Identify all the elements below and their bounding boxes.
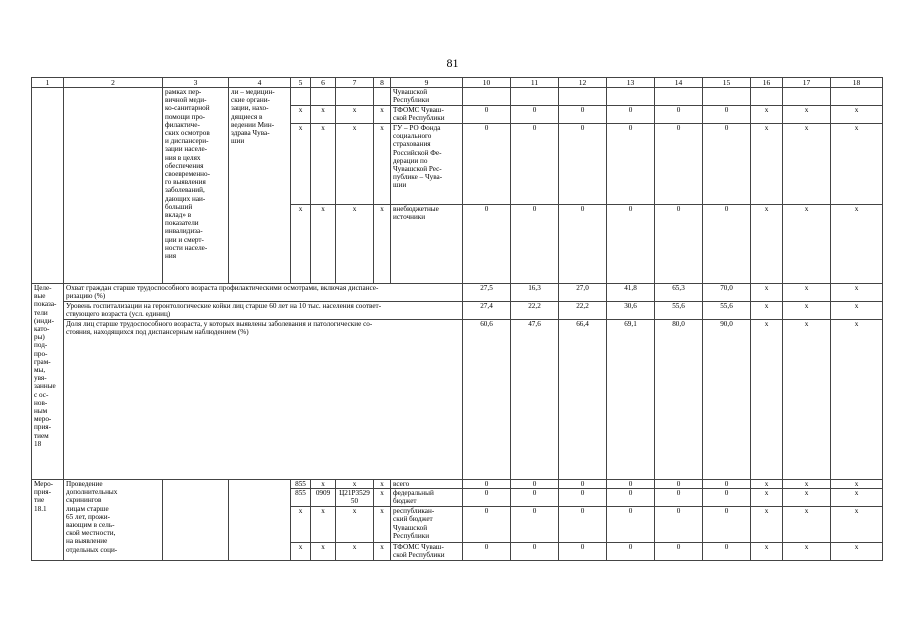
value-cell [463, 88, 511, 106]
indicator-row [32, 284, 883, 302]
header-cell: 8 [374, 78, 391, 88]
header-cell: 13 [607, 78, 655, 88]
value-cell: x [783, 507, 831, 543]
cell-vr: x [374, 106, 391, 124]
table-row [32, 88, 883, 106]
value-cell: 27,5 [463, 284, 511, 302]
value-cell [831, 88, 883, 106]
cell-grbs: 855 [291, 480, 311, 489]
cell-rzpr [311, 88, 336, 106]
value-cell: x [783, 106, 831, 124]
header-cell: 17 [783, 78, 831, 88]
value-cell: x [783, 489, 831, 507]
cell-csr: x [336, 106, 374, 124]
empty-cell [64, 88, 163, 284]
value-cell: 0 [607, 543, 655, 561]
cell-csr: x [336, 543, 374, 561]
value-cell: 0 [655, 106, 703, 124]
value-cell: x [751, 124, 783, 205]
value-cell: x [831, 106, 883, 124]
measure-label: Меро- прия- тие 18.1 [32, 480, 64, 561]
cell-vr: x [374, 507, 391, 543]
value-cell: x [751, 480, 783, 489]
value-cell: 0 [559, 106, 607, 124]
header-cell: 6 [311, 78, 336, 88]
value-cell: 65,3 [655, 284, 703, 302]
value-cell: 0 [655, 543, 703, 561]
value-cell: 0 [703, 124, 751, 205]
page-number: 81 [446, 56, 459, 70]
header-cell: 5 [291, 78, 311, 88]
value-cell: 0 [559, 489, 607, 507]
value-cell: 0 [607, 205, 655, 284]
value-cell: 0 [511, 205, 559, 284]
target-indicators-label: Целе- вые показа- тели (инди- като- ры) под- про- грам- мы, увя- занные с ос- нов- ным меро- прия- тием 18 [32, 284, 64, 480]
cell-grbs: x [291, 205, 311, 284]
cell-vr [374, 88, 391, 106]
value-cell: 66,4 [559, 320, 607, 480]
program-table [31, 77, 883, 561]
cell-csr: x [336, 205, 374, 284]
header-cell: 7 [336, 78, 374, 88]
cell-vr: x [374, 205, 391, 284]
value-cell: 22,2 [559, 302, 607, 320]
cell-vr: x [374, 543, 391, 561]
cell-vr: x [374, 489, 391, 507]
funding-source: республикан- ский бюджет Чувашской Республики [391, 507, 463, 543]
value-cell: x [831, 302, 883, 320]
cell-grbs: x [291, 124, 311, 205]
cell-rzpr: 0909 [311, 489, 336, 507]
value-cell: 0 [607, 480, 655, 489]
value-cell: x [783, 543, 831, 561]
cell-csr: x [336, 480, 374, 489]
header-cell: 14 [655, 78, 703, 88]
cell-csr [336, 88, 374, 106]
cell-rzpr: x [311, 480, 336, 489]
header-cell: 18 [831, 78, 883, 88]
header-row [32, 78, 883, 88]
value-cell: 0 [655, 480, 703, 489]
indicator-text: Уровень госпитализации на геронтологические койки лиц старше 60 лет на 10 тыс. населения соответ- ствующего возраста (усл. единиц) [64, 302, 463, 320]
indicator-text: Охват граждан старше трудоспособного возраста профилактическими осмотрами, включая диспансе- ризацию (%) [64, 284, 463, 302]
header-cell: 2 [64, 78, 163, 88]
value-cell: 27,0 [559, 284, 607, 302]
value-cell: 0 [463, 489, 511, 507]
executor-description: ли – медицин- ские органи- зации, нахо- дящиеся в ведении Мин- здрава Чува- шии [229, 88, 291, 284]
value-cell: x [831, 205, 883, 284]
value-cell: 0 [511, 106, 559, 124]
value-cell: 70,0 [703, 284, 751, 302]
value-cell: 0 [463, 124, 511, 205]
value-cell: x [751, 489, 783, 507]
value-cell: x [751, 302, 783, 320]
value-cell: 55,6 [703, 302, 751, 320]
value-cell: x [751, 205, 783, 284]
value-cell: 30,6 [607, 302, 655, 320]
value-cell: 60,6 [463, 320, 511, 480]
value-cell: x [783, 284, 831, 302]
header-cell: 16 [751, 78, 783, 88]
value-cell: x [751, 507, 783, 543]
value-cell: 0 [655, 489, 703, 507]
cell-rzpr: x [311, 205, 336, 284]
value-cell: 0 [511, 489, 559, 507]
cell-grbs: x [291, 543, 311, 561]
funding-source: внебюджетные источники [391, 205, 463, 284]
header-cell: 9 [391, 78, 463, 88]
cell-rzpr: x [311, 106, 336, 124]
header-cell: 11 [511, 78, 559, 88]
value-cell: x [831, 480, 883, 489]
cell-rzpr: x [311, 124, 336, 205]
value-cell: 0 [655, 205, 703, 284]
value-cell: x [831, 320, 883, 480]
value-cell [751, 88, 783, 106]
empty-cell [32, 88, 64, 284]
value-cell: x [751, 284, 783, 302]
value-cell: x [831, 543, 883, 561]
cell-csr: Ц21Р3529 50 [336, 489, 374, 507]
value-cell: 0 [607, 106, 655, 124]
value-cell: x [783, 480, 831, 489]
indicator-row [32, 302, 883, 320]
indicator-row [32, 320, 883, 480]
value-cell: 0 [703, 507, 751, 543]
cell-csr: x [336, 124, 374, 205]
header-cell: 15 [703, 78, 751, 88]
value-cell: 0 [703, 543, 751, 561]
value-cell: x [831, 124, 883, 205]
header-cell: 4 [229, 78, 291, 88]
value-cell: 0 [559, 507, 607, 543]
value-cell: 0 [463, 507, 511, 543]
value-cell: 41,8 [607, 284, 655, 302]
value-cell: x [831, 489, 883, 507]
cell-vr: x [374, 124, 391, 205]
value-cell: 80,0 [655, 320, 703, 480]
value-cell: 0 [511, 507, 559, 543]
value-cell: 0 [463, 480, 511, 489]
value-cell: 16,3 [511, 284, 559, 302]
value-cell: 0 [559, 124, 607, 205]
value-cell: x [783, 205, 831, 284]
value-cell: x [783, 302, 831, 320]
cell-grbs [291, 88, 311, 106]
value-cell: 55,6 [655, 302, 703, 320]
value-cell: 0 [463, 205, 511, 284]
cell-vr: x [374, 480, 391, 489]
value-cell: 0 [511, 480, 559, 489]
indicator-text: Доля лиц старше трудоспособного возраста, у которых выявлены заболевания и патологические со- стояния, находящихся под диспансерным наблюдением (%) [64, 320, 463, 480]
value-cell: 47,6 [511, 320, 559, 480]
funding-source: всего [391, 480, 463, 489]
cell-grbs: x [291, 106, 311, 124]
value-cell: x [751, 320, 783, 480]
value-cell: 22,2 [511, 302, 559, 320]
cell-rzpr: x [311, 507, 336, 543]
measure-description: рамках пер- вичной меди- ко-санитарной помощи про- филактиче- ских осмотров и диспансери- зации населе- ния в целях обеспечения своевременно- го выявления заболеваний, дающих наи- больший вклад» в показатели инвалидиза- ции и смерт- ности населе- ния [163, 88, 229, 284]
value-cell [559, 88, 607, 106]
value-cell [607, 88, 655, 106]
value-cell [783, 88, 831, 106]
value-cell: x [783, 320, 831, 480]
header-cell: 12 [559, 78, 607, 88]
cell-rzpr: x [311, 543, 336, 561]
value-cell: 0 [559, 543, 607, 561]
value-cell [511, 88, 559, 106]
value-cell: 0 [607, 507, 655, 543]
value-cell: 0 [655, 507, 703, 543]
value-cell: x [831, 284, 883, 302]
value-cell: x [751, 106, 783, 124]
value-cell [655, 88, 703, 106]
value-cell: 0 [607, 489, 655, 507]
value-cell: x [831, 507, 883, 543]
value-cell: 69,1 [607, 320, 655, 480]
header-cell: 3 [163, 78, 229, 88]
value-cell: x [751, 543, 783, 561]
funding-source: Чувашской Республики [391, 88, 463, 106]
value-cell: 90,0 [703, 320, 751, 480]
value-cell: 0 [463, 543, 511, 561]
table-row [32, 480, 883, 489]
value-cell: 0 [655, 124, 703, 205]
funding-source: ГУ – РО Фонда социального страхования Российской Фе- дерации по Чувашской Рес- публике – Чува- шии [391, 124, 463, 205]
empty-cell [163, 480, 229, 561]
value-cell: 0 [703, 205, 751, 284]
value-cell: 0 [703, 489, 751, 507]
cell-grbs: 855 [291, 489, 311, 507]
funding-source: федеральный бюджет [391, 489, 463, 507]
value-cell: x [783, 124, 831, 205]
measure-title: Проведение дополнительных скринингов лицам старше 65 лет, прожи- вающим в сель- ской местности, на выявление отдельных соци- [64, 480, 163, 561]
header-cell: 1 [32, 78, 64, 88]
value-cell: 0 [511, 124, 559, 205]
empty-cell [229, 480, 291, 561]
header-cell: 10 [463, 78, 511, 88]
cell-csr: x [336, 507, 374, 543]
value-cell: 0 [607, 124, 655, 205]
value-cell: 0 [463, 106, 511, 124]
value-cell: 27,4 [463, 302, 511, 320]
value-cell: 0 [703, 106, 751, 124]
value-cell: 0 [559, 480, 607, 489]
value-cell: 0 [703, 480, 751, 489]
value-cell [703, 88, 751, 106]
value-cell: 0 [511, 543, 559, 561]
cell-grbs: x [291, 507, 311, 543]
funding-source: ТФОМС Чуваш- ской Республики [391, 106, 463, 124]
value-cell: 0 [559, 205, 607, 284]
funding-source: ТФОМС Чуваш- ской Республики [391, 543, 463, 561]
